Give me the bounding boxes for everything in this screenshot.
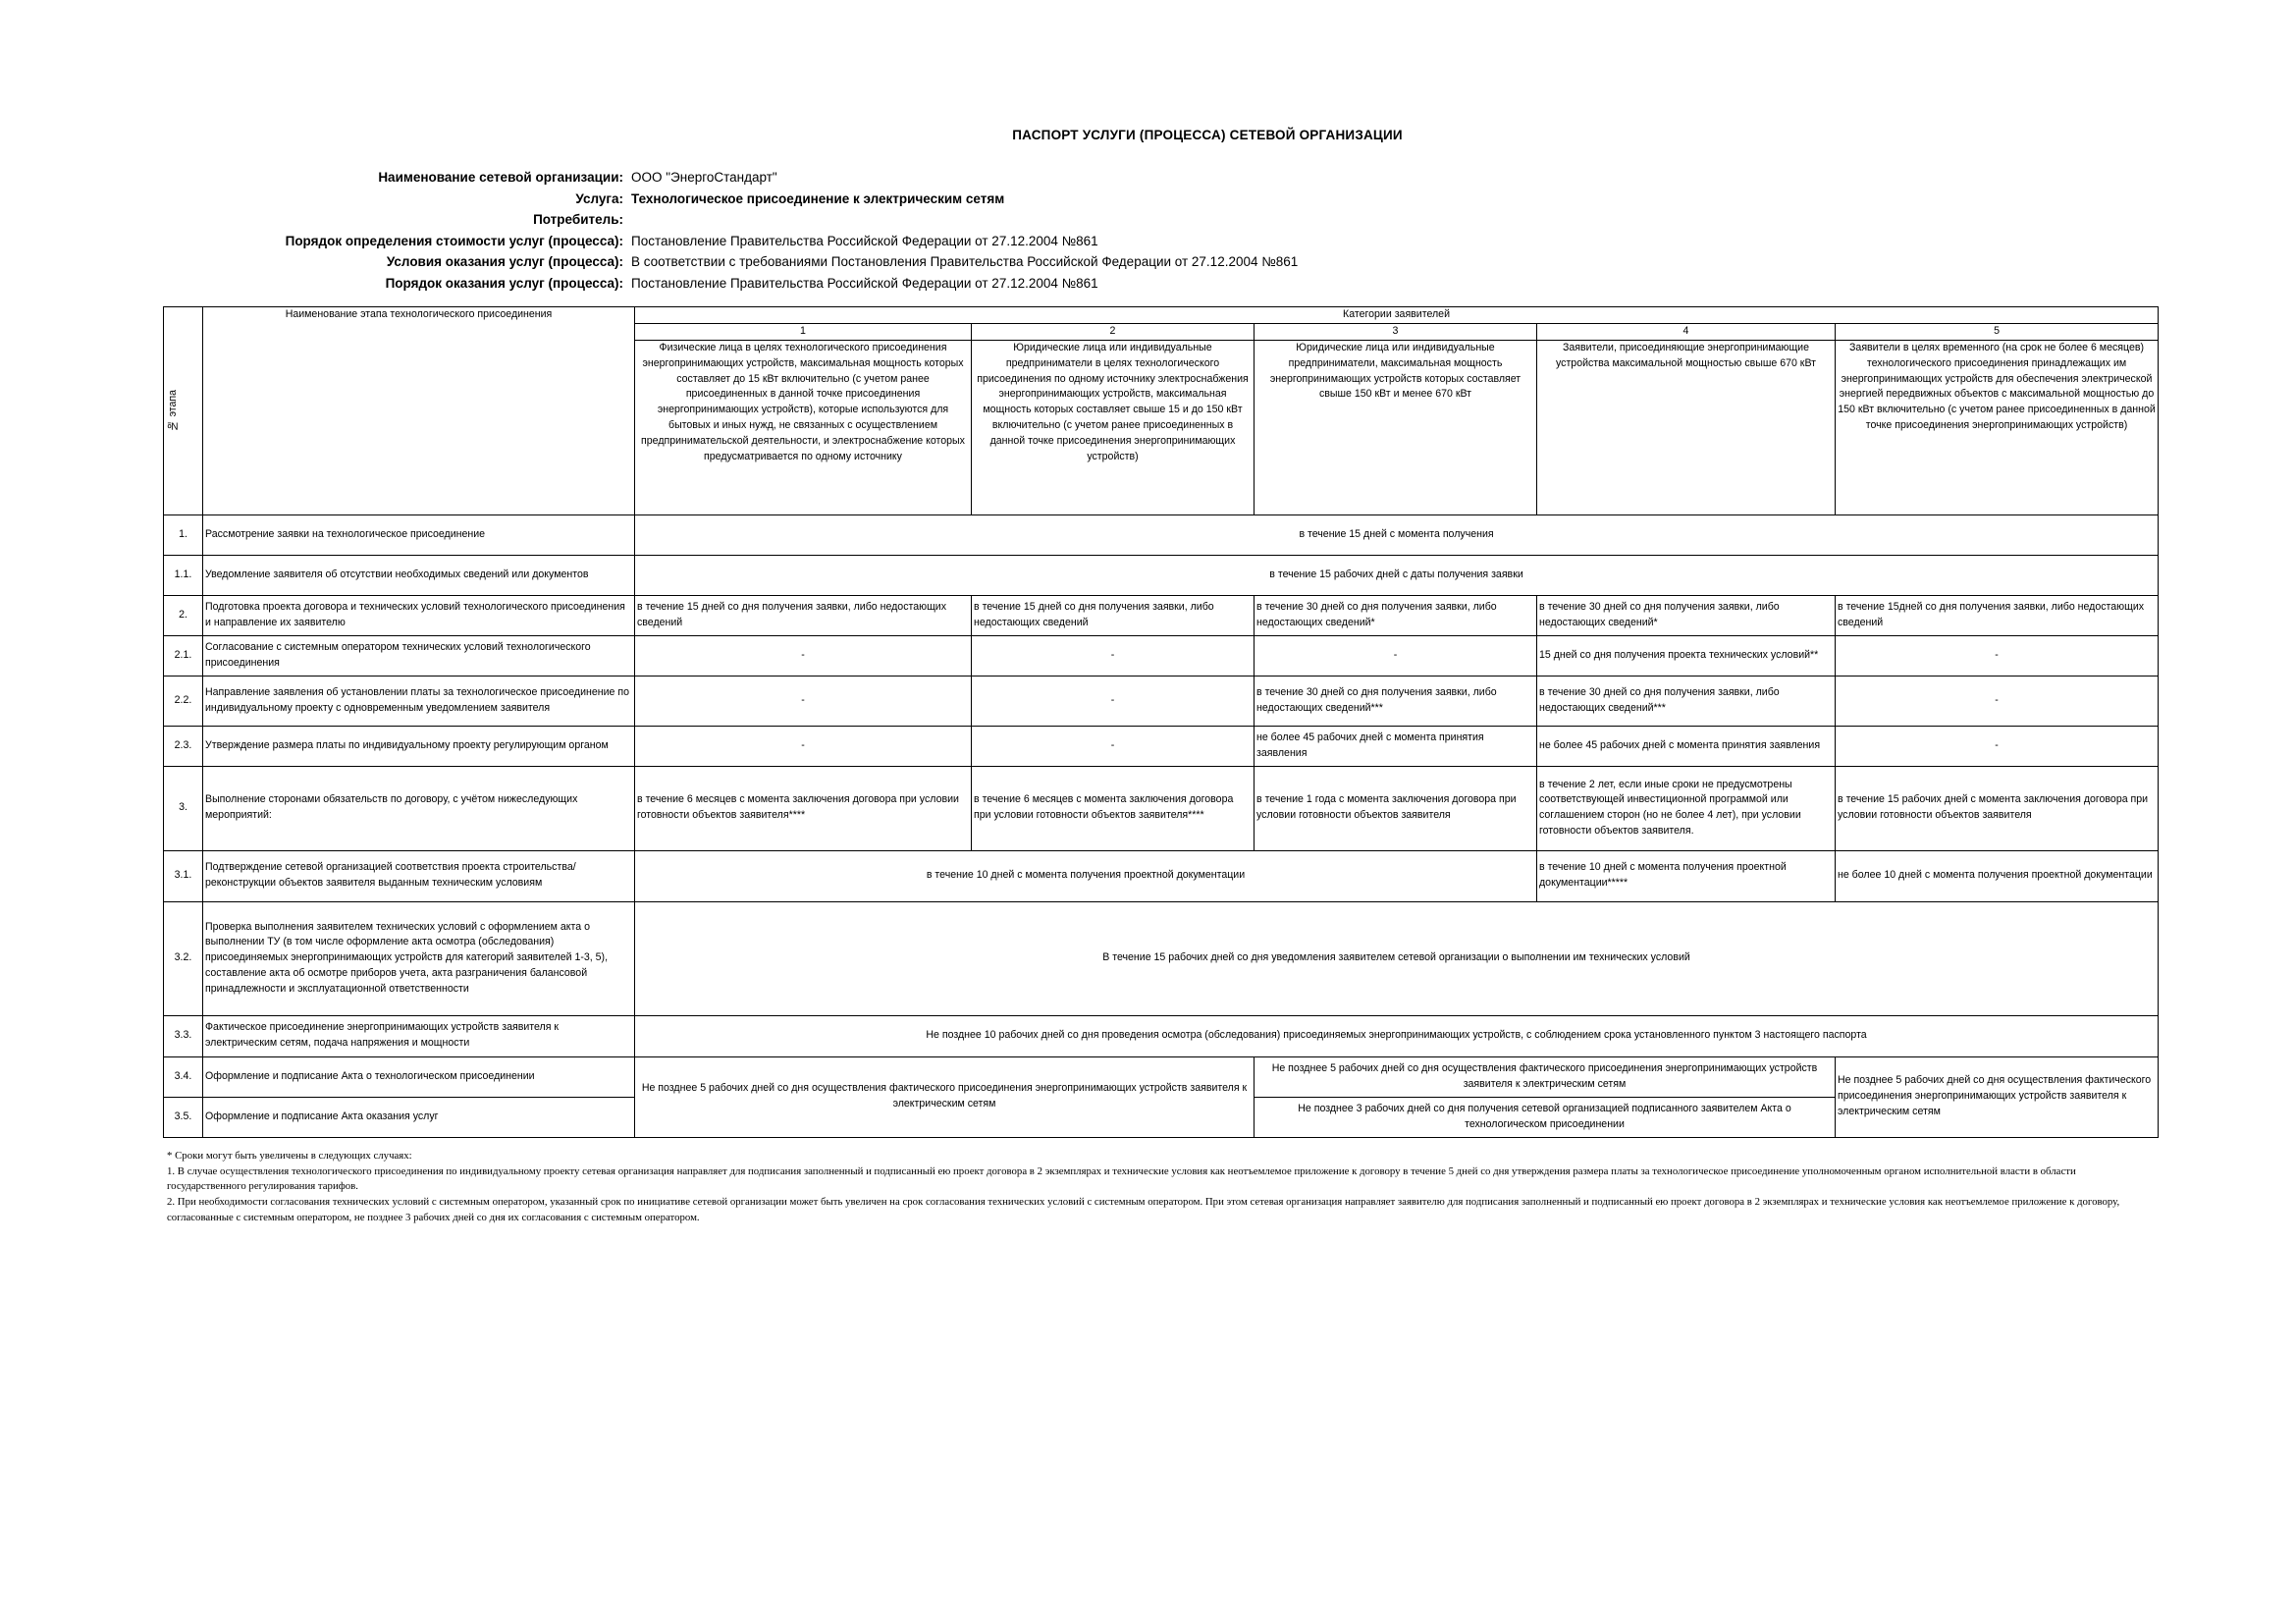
- stage-term: в течение 30 дней со дня получения заявки, либо недостающих сведений*: [1537, 595, 1836, 635]
- stage-term: в течение 6 месяцев с момента заключения договора при условии готовности объектов заявителя****: [972, 766, 1255, 850]
- table-row: [164, 850, 2159, 901]
- stage-term: не более 45 рабочих дней с момента принятия заявления: [1537, 726, 1836, 766]
- stage-term: в течение 30 дней со дня получения заявки, либо недостающих сведений*: [1255, 595, 1537, 635]
- stage-term: Не позднее 5 рабочих дней со дня осуществления фактического присоединения энергопринимающих устройств заявителя к электрическим сетям: [635, 1056, 1255, 1137]
- category-number: 3: [1255, 323, 1537, 340]
- page-title: ПАСПОРТ УСЛУГИ (ПРОЦЕССА) СЕТЕВОЙ ОРГАНИЗАЦИИ: [1012, 128, 1403, 142]
- stage-number: 1.: [164, 514, 203, 555]
- stage-term: в течение 15дней со дня получения заявки, либо недостающих сведений: [1836, 595, 2159, 635]
- stage-term: Не позднее 5 рабочих дней со дня осуществления фактического присоединения энергопринимающих устройств заявителя к электрическим сетям: [1255, 1056, 1836, 1097]
- stage-number: 3.3.: [164, 1015, 203, 1056]
- stage-name: Подготовка проекта договора и технических условий технологического присоединения и направление их заявителю: [203, 595, 635, 635]
- stage-term: в течение 30 дней со дня получения заявки, либо недостающих сведений***: [1255, 676, 1537, 726]
- table-row: [164, 901, 2159, 1015]
- header-categories: Категории заявителей: [635, 307, 2159, 324]
- meta-row-service: [147, 189, 1718, 210]
- category-number: 2: [972, 323, 1255, 340]
- stage-term: в течение 15 дней с момента получения: [635, 514, 2159, 555]
- category-description: Физические лица в целях технологического присоединения энергопринимающих устройств, максимальная мощность которых составляет до 15 кВт включительно (с учетом ранее присоединенных в данной точке присоединения энергопринимающих устройств), которые используются для бытовых и иных нужд, не связанных с осуществлением предпринимательской деятельности, и электроснабжение которых предусматривается по одному источнику: [635, 340, 972, 514]
- meta-label: Порядок оказания услуг (процесса):: [385, 275, 623, 291]
- category-number: 5: [1836, 323, 2159, 340]
- stage-name: Рассмотрение заявки на технологическое присоединение: [203, 514, 635, 555]
- category-description: Заявители в целях временного (на срок не более 6 месяцев) технологического присоединения принадлежащих им энергопринимающих устройств для обеспечения электрической энергией передвижных объектов с максимальной мощностью до 150 кВт включительно (с учетом ранее присоединенных в данной точке присоединения энергопринимающих устройств): [1836, 340, 2159, 514]
- table-row: [164, 635, 2159, 676]
- meta-label: Наименование сетевой организации:: [378, 170, 623, 185]
- stage-term: в течение 15 дней со дня получения заявки, либо недостающих сведений: [635, 595, 972, 635]
- stage-term: не более 45 рабочих дней с момента принятия заявления: [1255, 726, 1537, 766]
- stage-name: Согласование с системным оператором технических условий технологического присоединения: [203, 635, 635, 676]
- meta-label: Порядок определения стоимости услуг (процесса):: [285, 233, 623, 248]
- stage-term: в течение 6 месяцев с момента заключения договора при условии готовности объектов заявителя****: [635, 766, 972, 850]
- meta-row-conditions: [147, 251, 1718, 273]
- meta-row-procedure: [147, 273, 1718, 295]
- footnote: * Сроки могут быть увеличены в следующих случаях:: [167, 1150, 412, 1162]
- table-row: [164, 555, 2159, 595]
- stage-term: -: [972, 726, 1255, 766]
- stage-term: Не позднее 3 рабочих дней со дня получения сетевой организацией подписанного заявителем Акта о технологическом присоединении: [1255, 1097, 1836, 1137]
- stage-term: -: [1836, 676, 2159, 726]
- stage-number: 3.5.: [164, 1097, 203, 1137]
- meta-value: ООО "ЭнергоСтандарт": [631, 170, 777, 185]
- meta-value: Постановление Правительства Российской Федерации от 27.12.2004 №861: [631, 275, 1098, 291]
- stage-name: Утверждение размера платы по индивидуальному проекту регулирующим органом: [203, 726, 635, 766]
- footnotes: [167, 1149, 2150, 1225]
- stage-number: 2.: [164, 595, 203, 635]
- stage-term: -: [1255, 635, 1537, 676]
- meta-value: Постановление Правительства Российской Федерации от 27.12.2004 №861: [631, 233, 1098, 248]
- footnote: 1. В случае осуществления технологического присоединения по индивидуальному проекту сетевая организация направляет для подписания заполненный и подписанный ею проект договора в 2 экземплярах и технические условия как неотъемлемое приложение к договору в течение 5 дней со дня утверждения размера платы за технологическое присоединение уполномоченным органом исполнительной власти в области государственного регулирования тарифов.: [167, 1164, 2076, 1193]
- table-row: [164, 766, 2159, 850]
- stages-table: [163, 306, 2159, 1138]
- footnote: 2. При необходимости согласования технических условий с системным оператором, указанный срок по инициативе сетевой организации может быть увеличен на срок согласования технических условий с системным оператором. При этом сетевая организация направляет заявителю для подписания заполненный и подписанный ею проект договора в 2 экземплярах и технические условия как неотъемлемое приложение к договору, согласованные с системным оператором, не позднее 3 рабочих дней со дня их согласования с системным оператором.: [167, 1195, 2120, 1223]
- meta-row-consumer: [147, 209, 1718, 231]
- stage-number: 2.2.: [164, 676, 203, 726]
- stage-name: Оформление и подписание Акта о технологическом присоединении: [203, 1056, 635, 1097]
- stage-term: -: [635, 676, 972, 726]
- category-number: 4: [1537, 323, 1836, 340]
- header-stage-name: Наименование этапа технологического присоединения: [203, 307, 635, 515]
- stage-term: в течение 30 дней со дня получения заявки, либо недостающих сведений***: [1537, 676, 1836, 726]
- stage-name: Направление заявления об установлении платы за технологическое присоединение по индивидуальному проекту с одновременным уведомлением заявителя: [203, 676, 635, 726]
- stage-name: Фактическое присоединение энергопринимающих устройств заявителя к электрическим сетям, подача напряжения и мощности: [203, 1015, 635, 1056]
- header-stage-no: № этапа: [164, 307, 203, 515]
- category-number: 1: [635, 323, 972, 340]
- stage-number: 3.4.: [164, 1056, 203, 1097]
- stage-name: Оформление и подписание Акта оказания услуг: [203, 1097, 635, 1137]
- table-row: [164, 1015, 2159, 1056]
- table-row: [164, 595, 2159, 635]
- service-meta: [147, 167, 1718, 294]
- stage-number: 2.3.: [164, 726, 203, 766]
- stage-term: В течение 15 рабочих дней со дня уведомления заявителем сетевой организации о выполнении им технических условий: [635, 901, 2159, 1015]
- stage-number: 2.1.: [164, 635, 203, 676]
- stage-term: в течение 10 дней с момента получения проектной документации: [635, 850, 1537, 901]
- table-row: [164, 726, 2159, 766]
- stage-term: в течение 15 рабочих дней с момента заключения договора при условии готовности объектов заявителя: [1836, 766, 2159, 850]
- table-row: [164, 676, 2159, 726]
- stage-term: -: [1836, 635, 2159, 676]
- stage-name: Выполнение сторонами обязательств по договору, с учётом нижеследующих мероприятий:: [203, 766, 635, 850]
- meta-value: В соответствии с требованиями Постановления Правительства Российской Федерации от 27.12.2004 №861: [631, 254, 1299, 269]
- stage-number: 3.2.: [164, 901, 203, 1015]
- stage-name: Подтверждение сетевой организацией соответствия проекта строительства/реконструкции объектов заявителя выданным техническим условиям: [203, 850, 635, 901]
- meta-label: Потребитель:: [533, 212, 623, 227]
- meta-value: [631, 209, 1718, 231]
- meta-row-organization: [147, 167, 1718, 189]
- stage-term: в течение 15 дней со дня получения заявки, либо недостающих сведений: [972, 595, 1255, 635]
- meta-label: Условия оказания услуг (процесса):: [386, 254, 623, 269]
- stage-term: Не позднее 5 рабочих дней со дня осуществления фактического присоединения энергопринимающих устройств заявителя к электрическим сетям: [1836, 1056, 2159, 1137]
- stage-term: Не позднее 10 рабочих дней со дня проведения осмотра (обследования) присоединяемых энергопринимающих устройств, с соблюдением срока установленного пунктом 3 настоящего паспорта: [635, 1015, 2159, 1056]
- stage-name: Проверка выполнения заявителем технических условий с оформлением акта о выполнении ТУ (в том числе оформление акта осмотра (обследования) присоединяемых энергопринимающих устройств для категорий заявителей 1-3, 5), составление акта об осмотре приборов учета, акта разграничения балансовой принадлежности и эксплуатационной ответственности: [203, 901, 635, 1015]
- stage-term: в течение 2 лет, если иные сроки не предусмотрены соответствующей инвестиционной программой или соглашением сторон (но не более 4 лет), при условии готовности объектов заявителя.: [1537, 766, 1836, 850]
- stage-number: 3.1.: [164, 850, 203, 901]
- category-description: Заявители, присоединяющие энергопринимающие устройства максимальной мощностью свыше 670 кВт: [1537, 340, 1836, 514]
- stage-term: в течение 15 рабочих дней с даты получения заявки: [635, 555, 2159, 595]
- stage-term: 15 дней со дня получения проекта технических условий**: [1537, 635, 1836, 676]
- stage-number: 3.: [164, 766, 203, 850]
- stage-term: -: [1836, 726, 2159, 766]
- stage-term: -: [972, 635, 1255, 676]
- table-row: [164, 1056, 2159, 1097]
- stage-number: 1.1.: [164, 555, 203, 595]
- meta-row-cost: [147, 231, 1718, 252]
- stage-term: -: [972, 676, 1255, 726]
- stage-term: в течение 1 года с момента заключения договора при условии готовности объектов заявителя: [1255, 766, 1537, 850]
- table-row: [164, 514, 2159, 555]
- meta-value: Технологическое присоединение к электрическим сетям: [631, 190, 1005, 206]
- category-description: Юридические лица или индивидуальные предприниматели, максимальная мощность энергопринимающих устройств которых составляет свыше 150 кВт и менее 670 кВт: [1255, 340, 1537, 514]
- category-description: Юридические лица или индивидуальные предприниматели в целях технологического присоединения по одному источнику электроснабжения энергопринимающих устройств, максимальная мощность которых составляет свыше 15 и до 150 кВт включительно (с учетом ранее присоединенных в данной точке присоединения энергопринимающих устройств): [972, 340, 1255, 514]
- stage-name: Уведомление заявителя об отсутствии необходимых сведений или документов: [203, 555, 635, 595]
- meta-label: Услуга:: [575, 190, 623, 206]
- stage-term: в течение 10 дней с момента получения проектной документации*****: [1537, 850, 1836, 901]
- stage-term: не более 10 дней с момента получения проектной документации: [1836, 850, 2159, 901]
- stage-term: -: [635, 726, 972, 766]
- stage-term: -: [635, 635, 972, 676]
